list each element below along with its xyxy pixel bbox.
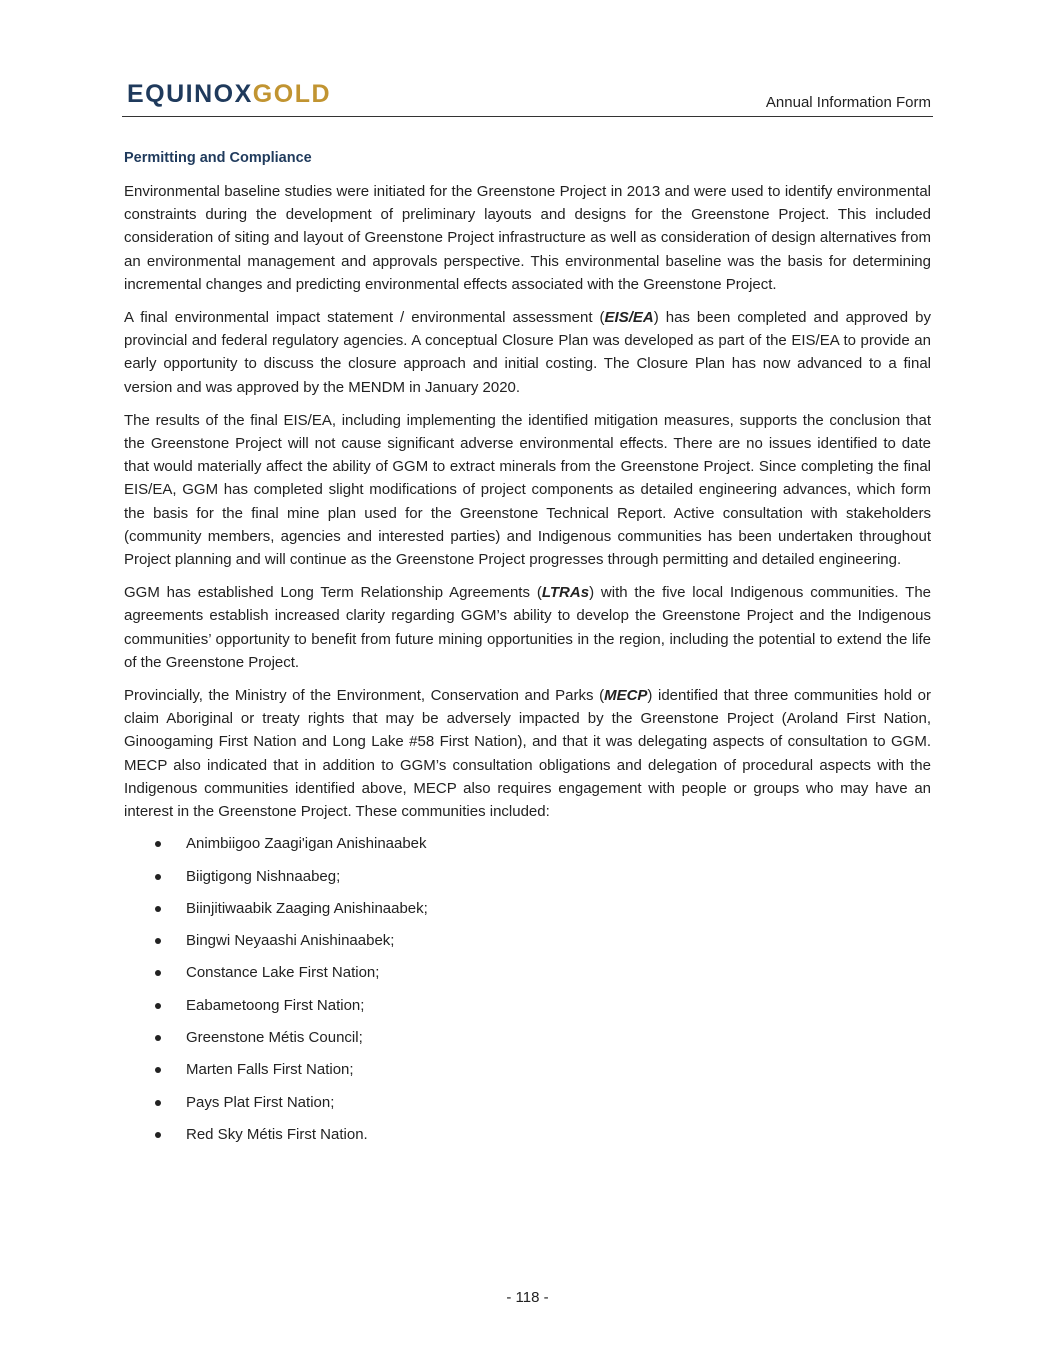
list-item [124, 995, 931, 1017]
community-name: Constance Lake First Nation; [186, 964, 380, 982]
paragraph-text: ) identified that three communities hold or claim Aboriginal or treaty rights that may be adversely impacted by the Greenstone Project (Aroland First Nation, Ginoogaming First Nation and Long Lake #58 First Nation), and that it was delegating aspects of consultation to GGM. MECP also indicated that in addition to GGM’s consultation obligations and delegation of procedural aspects with the Indigenous communities identified above, MECP also requires engagement with people or groups who may have an interest in the Greenstone Project. These communities included: [124, 687, 931, 821]
equinox-gold-logo [127, 80, 331, 108]
paragraph-text: ) with the five local Indigenous communities. The agreements establish increased clarity regarding GGM’s ability to develop the Greenstone Project and the Indigenous communities’ opportunity to benefit from future mining opportunities in the region, including the potential to extend the life of the Greenstone Project. [124, 584, 931, 671]
paragraph-baseline-studies: Environmental baseline studies were initiated for the Greenstone Project in 2013 and were used to identify environmental constraints during the development of preliminary layouts and designs for the Greenstone Project. This included consideration of siting and layout of Greenstone Project infrastructure as well as consideration of design alternatives from an environmental management and approvals perspective. This environmental baseline was the basis for determining incremental changes and predicting environmental effects associated with the Greenstone Project. [124, 183, 931, 293]
list-item [124, 1092, 931, 1114]
bullet-icon [155, 1132, 161, 1138]
paragraph-text: ) has been completed and approved by provincial and federal regulatory agencies. A conceptual Closure Plan was developed as part of the EIS/EA to provide an early opportunity to discuss the closure approach and initial costing. The Closure Plan has now advanced to a final version and was approved by the MENDM in January 2020. [124, 309, 931, 396]
list-item [124, 962, 931, 984]
paragraph-eis-ea [124, 306, 931, 399]
defined-term-mecp: MECP [604, 687, 648, 705]
bullet-icon [155, 1003, 161, 1009]
community-name: Pays Plat First Nation; [186, 1093, 335, 1111]
list-item [124, 1124, 931, 1146]
paragraph-results: The results of the final EIS/EA, including implementing the identified mitigation measures, supports the conclusion that the Greenstone Project will not cause significant adverse environmental effects. There are no issues identified to date that would materially affect the ability of GGM to extract minerals from the Greenstone Project. Since completing the final EIS/EA, GGM has completed slight modifications of project components as detailed engineering advances, which form the basis for the final mine plan used for the Greenstone Technical Report. Active consultation with stakeholders (community members, agencies and interested parties) and Indigenous communities has been undertaken throughout Project planning and will continue as the Greenstone Project progresses through permitting and detailed engineering. [124, 411, 931, 569]
community-name: Biinjitiwaabik Zaaging Anishinaabek; [186, 899, 428, 917]
bullet-icon [155, 841, 161, 847]
list-item [124, 866, 931, 888]
community-name: Bingwi Neyaashi Anishinaabek; [186, 932, 395, 950]
community-name: Red Sky Métis First Nation. [186, 1125, 368, 1143]
section-heading: Permitting and Compliance [124, 150, 312, 166]
bullet-icon [155, 1035, 161, 1041]
list-item [124, 1027, 931, 1049]
page-content [124, 148, 931, 1156]
defined-term-ltras: LTRAs [541, 584, 590, 602]
paragraph-text: Provincially, the Ministry of the Environment, Conservation and Parks ( [124, 687, 605, 705]
community-name: Marten Falls First Nation; [186, 1061, 354, 1079]
bullet-icon [155, 1100, 161, 1106]
logo-text-equinox: EQUINOX [127, 80, 253, 108]
bullet-icon [155, 938, 161, 944]
paragraph-text: A final environmental impact statement / environmental assessment ( [124, 309, 605, 327]
communities-list [124, 833, 931, 1146]
community-name: Greenstone Métis Council; [186, 1029, 363, 1047]
paragraph-mecp [124, 684, 931, 823]
logo-text-gold: GOLD [252, 80, 332, 108]
community-name: Animbiigoo Zaagi'igan Anishinaabek [186, 835, 427, 853]
community-name: Eabametoong First Nation; [186, 996, 365, 1014]
list-item [124, 1059, 931, 1081]
list-item [124, 898, 931, 920]
list-item [124, 930, 931, 952]
document-type-label: Annual Information Form [765, 94, 931, 111]
community-name: Biigtigong Nishnaabeg; [186, 867, 341, 885]
list-item [124, 833, 931, 855]
page-header [122, 78, 933, 117]
bullet-icon [155, 970, 161, 976]
bullet-icon [155, 1067, 161, 1073]
defined-term-eis-ea: EIS/EA [604, 309, 654, 327]
paragraph-ltras [124, 581, 931, 674]
page-number: - 118 - [506, 1289, 549, 1306]
bullet-icon [155, 906, 161, 912]
paragraph-text: GGM has established Long Term Relationship Agreements ( [124, 584, 542, 602]
bullet-icon [155, 874, 161, 880]
